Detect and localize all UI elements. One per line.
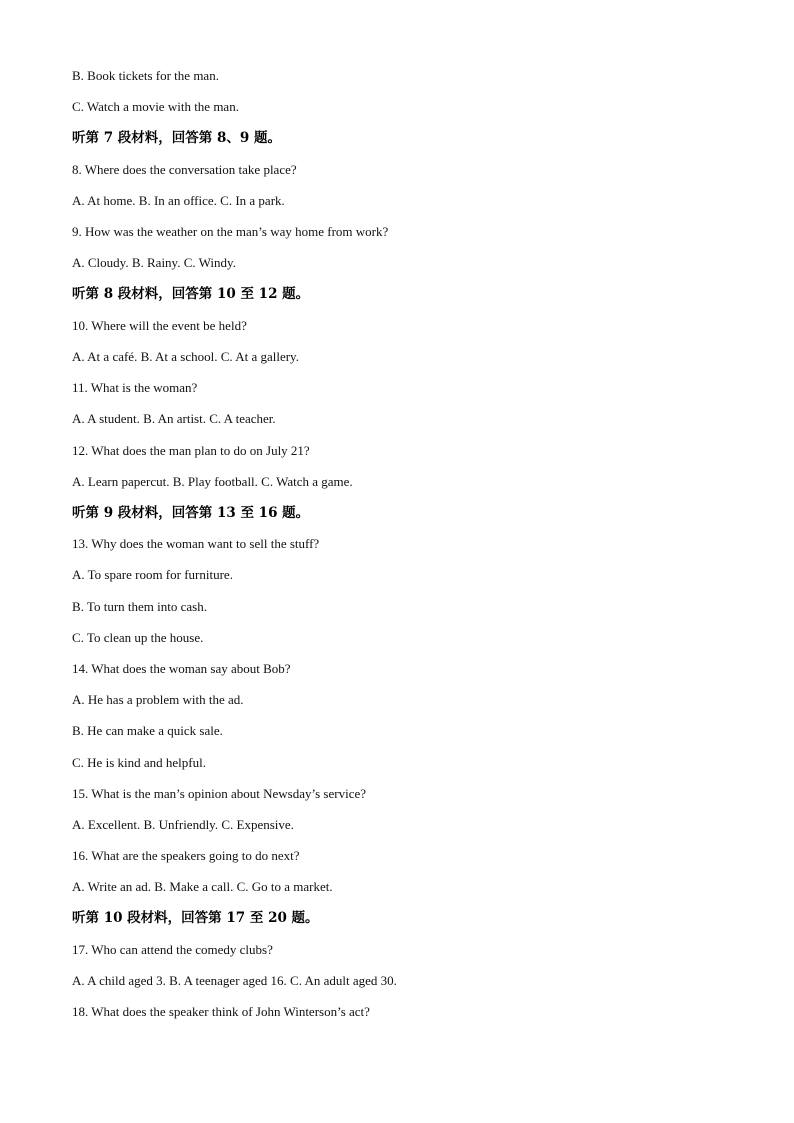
question-11: 11. What is the woman? xyxy=(72,380,198,395)
question-12: 12. What does the man plan to do on July 21? xyxy=(72,443,310,458)
options-q17: A. A child aged 3. B. A teenager aged 16. C. An adult aged 30. xyxy=(72,973,397,988)
option-c-q13: C. To clean up the house. xyxy=(72,630,204,645)
section-heading-10: 听第 10 段材料，回答第 17 至 20 题。 xyxy=(72,910,319,926)
options-q8: A. At home. B. In an office. C. In a park. xyxy=(72,193,285,208)
option-b-q14: B. He can make a quick sale. xyxy=(72,723,223,738)
option-b-q7: B. Book tickets for the man. xyxy=(72,68,219,83)
options-q10: A. At a café. B. At a school. C. At a gallery. xyxy=(72,349,299,364)
question-9: 9. How was the weather on the man’s way home from work? xyxy=(72,224,389,239)
options-q11: A. A student. B. An artist. C. A teacher. xyxy=(72,411,276,426)
question-14: 14. What does the woman say about Bob? xyxy=(72,661,291,676)
question-13: 13. Why does the woman want to sell the stuff? xyxy=(72,536,320,551)
option-a-q13: A. To spare room for furniture. xyxy=(72,567,233,582)
options-q16: A. Write an ad. B. Make a call. C. Go to a market. xyxy=(72,879,333,894)
option-a-q14: A. He has a problem with the ad. xyxy=(72,692,244,707)
option-b-q13: B. To turn them into cash. xyxy=(72,599,207,614)
question-15: 15. What is the man’s opinion about Newsday’s service? xyxy=(72,786,367,801)
section-heading-8: 听第 8 段材料，回答第 10 至 12 题。 xyxy=(72,286,310,302)
question-16: 16. What are the speakers going to do next? xyxy=(72,848,300,863)
options-q15: A. Excellent. B. Unfriendly. C. Expensive. xyxy=(72,817,294,832)
options-q9: A. Cloudy. B. Rainy. C. Windy. xyxy=(72,255,236,270)
question-18: 18. What does the speaker think of John Winterson’s act? xyxy=(72,1004,370,1019)
section-heading-7: 听第 7 段材料，回答第 8、9 题。 xyxy=(72,130,281,146)
option-c-q7: C. Watch a movie with the man. xyxy=(72,99,239,114)
question-17: 17. Who can attend the comedy clubs? xyxy=(72,942,273,957)
option-c-q14: C. He is kind and helpful. xyxy=(72,755,206,770)
question-10: 10. Where will the event be held? xyxy=(72,318,247,333)
section-heading-9: 听第 9 段材料，回答第 13 至 16 题。 xyxy=(72,505,310,521)
options-q12: A. Learn papercut. B. Play football. C. Watch a game. xyxy=(72,474,353,489)
question-8: 8. Where does the conversation take place? xyxy=(72,162,297,177)
